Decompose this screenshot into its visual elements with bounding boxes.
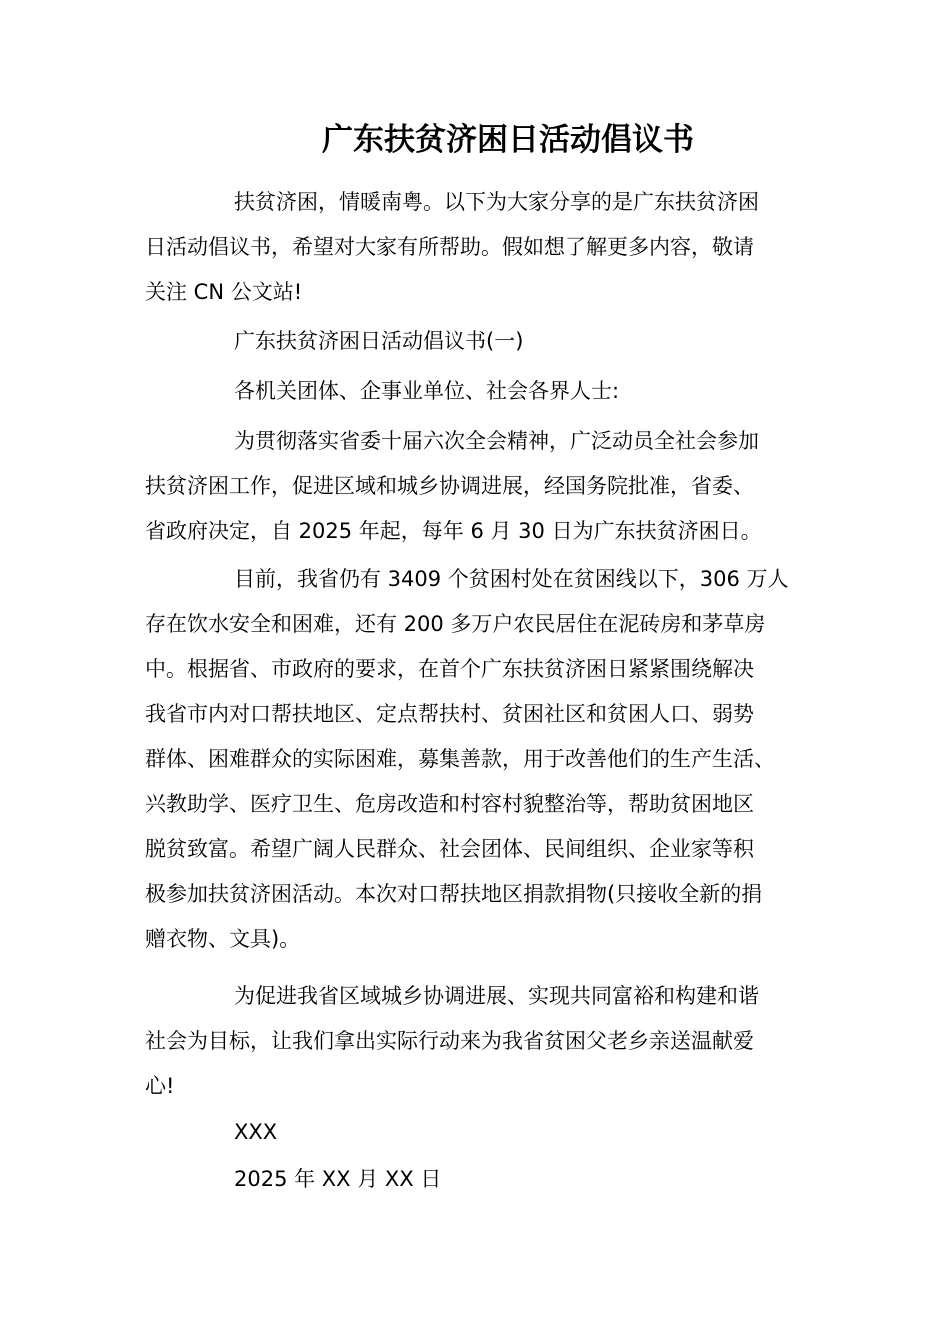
document-title: 广东扶贫济困日活动倡议书 <box>322 122 694 158</box>
intro-line: 扶贫济困，情暖南粤。以下为大家分享的是广东扶贫济困 <box>234 190 759 214</box>
paragraph-line: 赠衣物、文具)。 <box>145 927 301 951</box>
paragraph-line: 存在饮水安全和困难，还有 200 多万户农民居住在泥砖房和茅草房 <box>145 612 766 636</box>
intro-line: 关注 CN 公文站! <box>145 280 303 304</box>
paragraph-line: 省政府决定，自 2025 年起，每年 6 月 30 日为广东扶贫济困日。 <box>145 519 762 543</box>
paragraph-line: 为贯彻落实省委十届六次全会精神，广泛动员全社会参加 <box>234 429 759 453</box>
paragraph-line: 兴教助学、医疗卫生、危房改造和村容村貌整治等，帮助贫困地区 <box>145 792 754 816</box>
document-date: 2025 年 XX 月 XX 日 <box>234 1167 442 1191</box>
paragraph-line: 群体、困难群众的实际困难，募集善款，用于改善他们的生产生活、 <box>145 747 775 771</box>
intro-paragraph <box>145 180 825 315</box>
paragraph-3 <box>145 974 825 1109</box>
paragraph-line: 极参加扶贫济困活动。本次对口帮扶地区捐款捐物(只接收全新的捐 <box>145 882 763 906</box>
intro-line: 日活动倡议书，希望对大家有所帮助。假如想了解更多内容，敬请 <box>145 235 754 259</box>
paragraph-line: 扶贫济困工作，促进区域和城乡协调进展，经国务院批准，省委、 <box>145 474 754 498</box>
paragraph-line: 目前，我省仍有 3409 个贫困村处在贫困线以下，306 万人 <box>234 567 789 591</box>
paragraph-line: 脱贫致富。希望广阔人民群众、社会团体、民间组织、企业家等积 <box>145 837 754 861</box>
paragraph-line: 心! <box>145 1074 175 1098</box>
paragraph-line: 为促进我省区域城乡协调进展、实现共同富裕和构建和谐 <box>234 984 759 1008</box>
paragraph-line: 社会为目标，让我们拿出实际行动来为我省贫困父老乡亲送温献爱 <box>145 1029 754 1053</box>
signature: XXX <box>234 1120 278 1144</box>
paragraph-line: 中。根据省、市政府的要求，在首个广东扶贫济困日紧紧围绕解决 <box>145 657 754 681</box>
section-subtitle: 广东扶贫济困日活动倡议书(一) <box>234 329 524 353</box>
paragraph-line: 我省市内对口帮扶地区、定点帮扶村、贫困社区和贫困人口、弱势 <box>145 702 754 726</box>
paragraph-1 <box>145 419 825 554</box>
paragraph-2 <box>145 557 825 962</box>
salutation: 各机关团体、企事业单位、社会各界人士: <box>234 379 620 403</box>
